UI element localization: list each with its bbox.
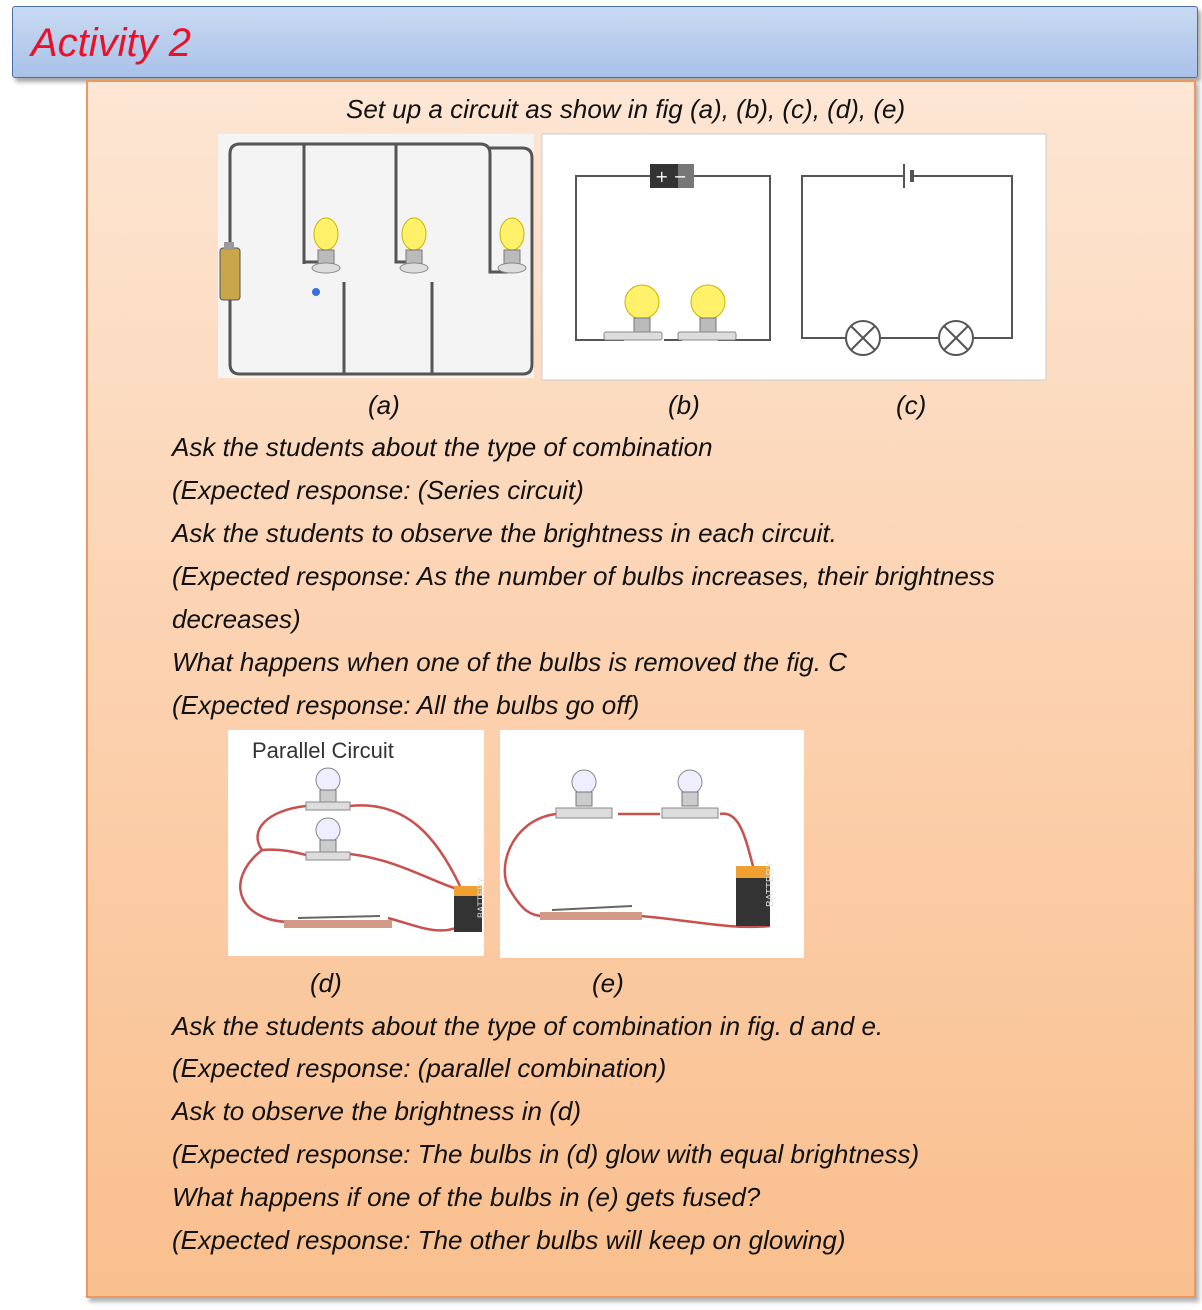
text-line: Ask the students to observe the brightness in each circuit.	[172, 518, 837, 548]
text-line: Ask the students about the type of combination in fig. d and e.	[172, 1011, 884, 1041]
text-line: (Expected response: As the number of bulbs increases, their brightness	[172, 561, 995, 591]
text-line: (Expected response: The other bulbs will keep on glowing)	[172, 1225, 846, 1255]
caption-b: (b)	[668, 390, 700, 420]
figure-e-series-circuit	[500, 730, 804, 958]
battery-icon	[736, 861, 776, 926]
text-line: (Expected response: All the bulbs go off)	[172, 690, 640, 720]
intro-text: Set up a circuit as show in fig (a), (b), (c), (d), (e)	[346, 94, 906, 124]
text-line: Ask the students about the type of combination	[172, 432, 713, 462]
caption-e: (e)	[592, 968, 624, 998]
text-line: Ask to observe the brightness in (d)	[172, 1096, 581, 1126]
text-line: (Expected response: (Series circuit)	[172, 475, 584, 505]
figure-a-parallel-bulbs	[218, 134, 534, 378]
figure-d-title: Parallel Circuit	[252, 738, 394, 763]
text-line: decreases)	[172, 604, 301, 634]
text-line: (Expected response: The bulbs in (d) glow with equal brightness)	[172, 1139, 920, 1169]
svg-text:BATTERY: BATTERY	[476, 877, 486, 918]
caption-d: (d)	[310, 968, 342, 998]
text-line: What happens when one of the bulbs is removed the fig. C	[172, 647, 847, 677]
battery-icon	[220, 242, 240, 300]
caption-a: (a)	[368, 390, 400, 420]
figure-d-parallel-circuit	[228, 730, 484, 956]
caption-c: (c)	[896, 390, 927, 420]
text-line: (Expected response: (parallel combination)	[172, 1053, 667, 1083]
svg-text:BATTERY: BATTERY	[765, 861, 776, 907]
text-line: What happens if one of the bulbs in (e) gets fused?	[172, 1182, 761, 1212]
svg-text:+ −: + −	[655, 167, 687, 186]
activity-header	[12, 6, 1198, 78]
activity-title: Activity 2	[31, 21, 192, 65]
figure-bc-series-circuits	[542, 134, 1046, 380]
battery-icon	[650, 164, 694, 188]
